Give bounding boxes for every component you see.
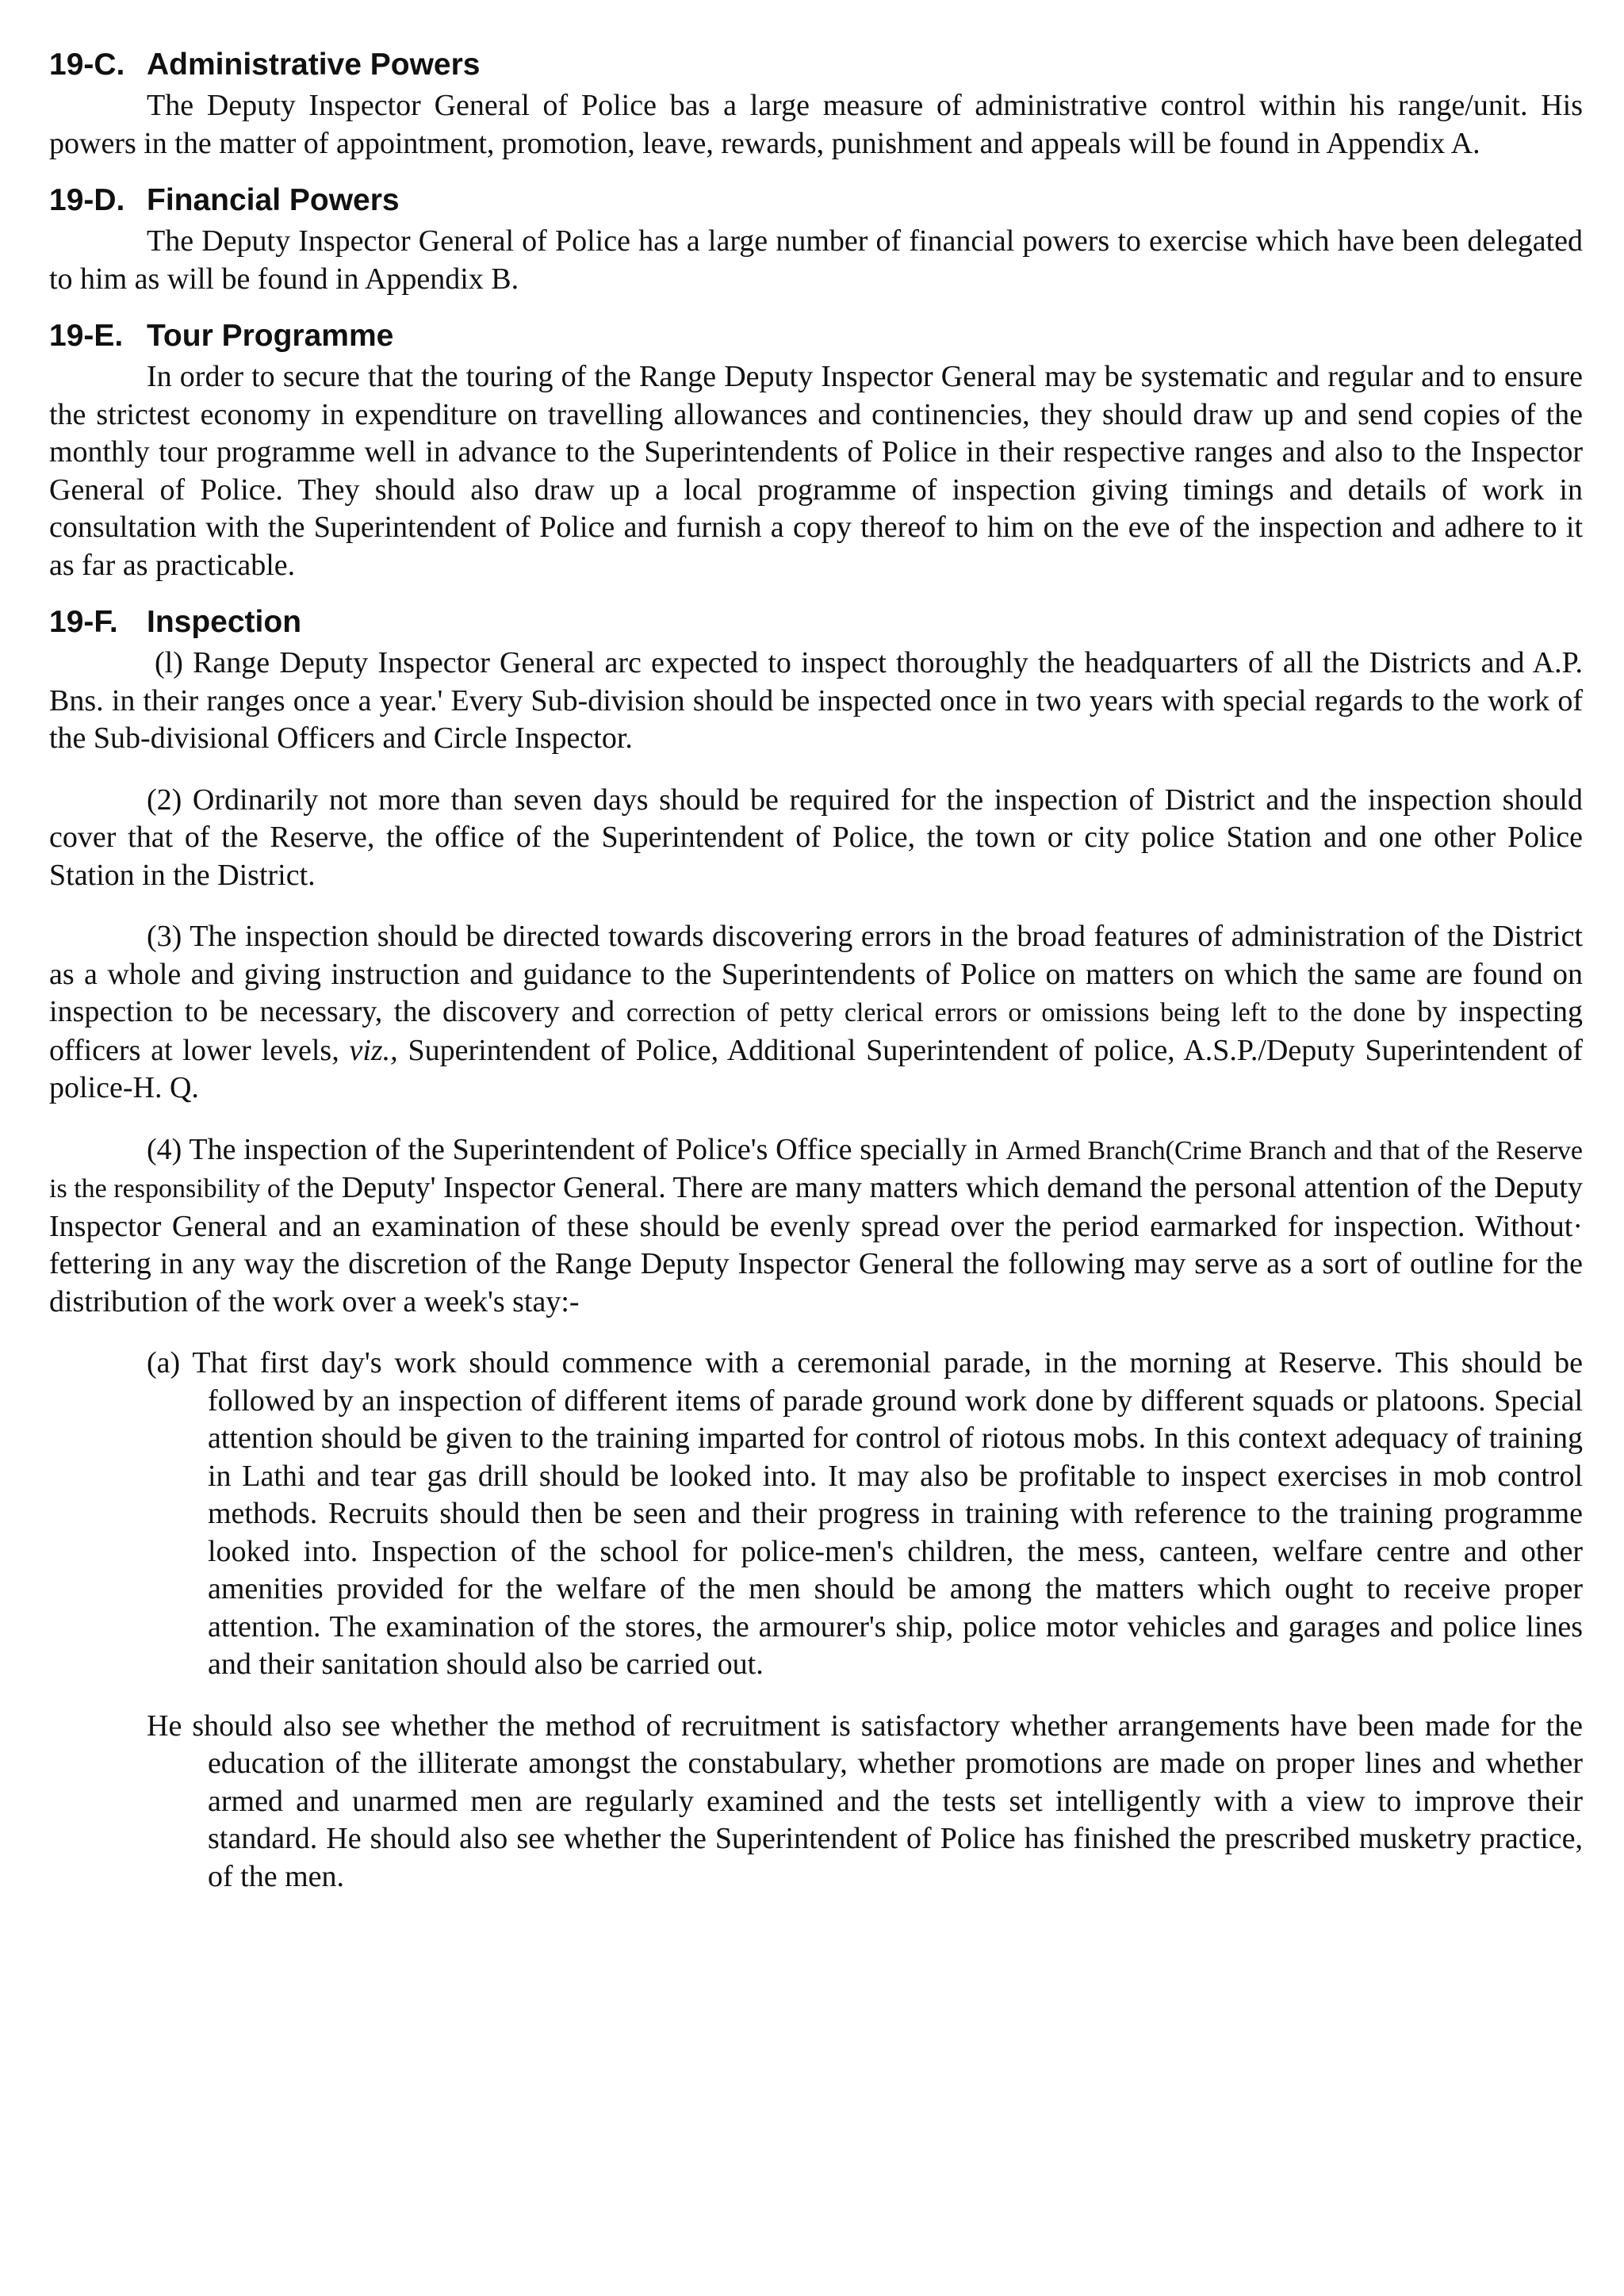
paragraph-text: (4) The inspection of the Superintendent of Police's Office specially in: [147, 1132, 1006, 1166]
paragraph-text: Superintendent of Police, Additional Superintendent of police, A.S.P./Deputy Superintendent of police-H. Q.: [49, 1033, 1583, 1104]
inspection-paragraph-2: (2) Ordinarily not more than seven days should be required for the inspection of District and the inspection should cover that of the Reserve, the office of the Superintendent of Police, the town or city police Station and one other Police Station in the District.: [49, 783, 1583, 892]
inspection-paragraph-4: [49, 1131, 1583, 1322]
section-title: Administrative Powers: [147, 48, 481, 82]
paragraph-text-small: correction of petty clerical errors or omissions being left to the done: [626, 998, 1406, 1027]
section-number: 19-D.: [49, 183, 125, 217]
section-number: 19-E.: [49, 319, 124, 353]
paragraph-text-small: Armed Branch(Crime Branch and that of the Reserve is the responsibility of: [49, 1135, 1583, 1203]
document-page: [49, 44, 1583, 1913]
section-heading: [49, 316, 1583, 357]
paragraph-text: by inspecting officers at lower levels,: [49, 995, 1583, 1067]
inspection-item-a: (a) That first day's work should commence with a ceremonial parade, in the morning at Reserve. This should be followed by an inspection of different items of parade ground work done by different squads or platoons. Special attention should be given to the training imparted for control of riotous mobs. In this context adequacy of training in Lathi and tear gas drill should be looked into. It may also be profitable to inspect exercises in mob control methods. Recruits should then be seen and their progress in training with reference to the training programme looked into. Inspection of the school for police-men's children, the mess, canteen, welfare centre and other amenities provided for the welfare of the men should be among the matters which ought to receive proper attention. The examination of the stores, the armourer's ship, police motor vehicles and garages and police lines and their sanitation should also be carried out.: [147, 1346, 1583, 1681]
section-title: Financial Powers: [147, 183, 400, 217]
section-title: Tour Programme: [147, 319, 394, 353]
paragraph-text: the Deputy' Inspector General. There are many matters which demand the personal attention of the Deputy Inspector General and an examination of these should be evenly spread over the period earmarked for inspection. Without· fettering in any way the discretion of the Range Deputy Inspector General the following may serve as a sort of outline for the distribution of the work over a week's stay:-: [49, 1171, 1583, 1318]
paragraph-text: (3) The inspection should be directed towards discovering errors in the broad features of administration of the District as a whole and giving instruction and guidance to the Superintendents of Police on matters on which the same are found on inspection to be necessary, the discovery and: [49, 920, 1583, 1028]
section-19d: [49, 180, 1583, 298]
inspection-paragraph-3: [49, 918, 1583, 1108]
section-paragraph: The Deputy Inspector General of Police has a large number of financial powers to exercise which have been delegated to him as will be found in Appendix B.: [49, 224, 1583, 296]
section-heading: [49, 44, 1583, 86]
section-19c: [49, 44, 1583, 163]
inspection-item-b: He should also see whether the method of recruitment is satisfactory whether arrangements have been made for the education of the illiterate amongst the constabulary, whether promotions are made on proper lines and whether armed and unarmed men are regularly examined and the tests set intelligently with a view to improve their standard. He should also see whether the Superintendent of Police has finished the prescribed musketry practice, of the men.: [147, 1709, 1583, 1893]
section-number: 19-F.: [49, 605, 118, 639]
section-number: 19-C.: [49, 48, 125, 82]
section-heading: [49, 602, 1583, 643]
section-19e: [49, 316, 1583, 584]
inspection-paragraph-1: (l) Range Deputy Inspector General arc expected to inspect thoroughly the headquarters of all the Districts and A.P. Bns. in their ranges once a year.' Every Sub-division should be inspected once in two years with special regards to the work of the Sub-divisional Officers and Circle Inspector.: [49, 646, 1583, 755]
section-paragraph: In order to secure that the touring of the Range Deputy Inspector General may be systematic and regular and to ensure the strictest economy in expenditure on travelling allowances and continencies, they should draw up and send copies of the monthly tour programme well in advance to the Superintendents of Police in their respective ranges and also to the Inspector General of Police. They should also draw up a local programme of inspection giving timings and details of work in consultation with the Superintendent of Police and furnish a copy thereof to him on the eve of the inspection and adhere to it as far as practicable.: [49, 360, 1583, 582]
section-title: Inspection: [147, 605, 302, 639]
paragraph-text-italic: viz.,: [349, 1033, 398, 1067]
section-19f: [49, 602, 1583, 1896]
section-paragraph: The Deputy Inspector General of Police bas a large measure of administrative control within his range/unit. His powers in the matter of appointment, promotion, leave, rewards, punishment and appeals will be found in Appendix A.: [49, 89, 1583, 160]
section-heading: [49, 180, 1583, 221]
